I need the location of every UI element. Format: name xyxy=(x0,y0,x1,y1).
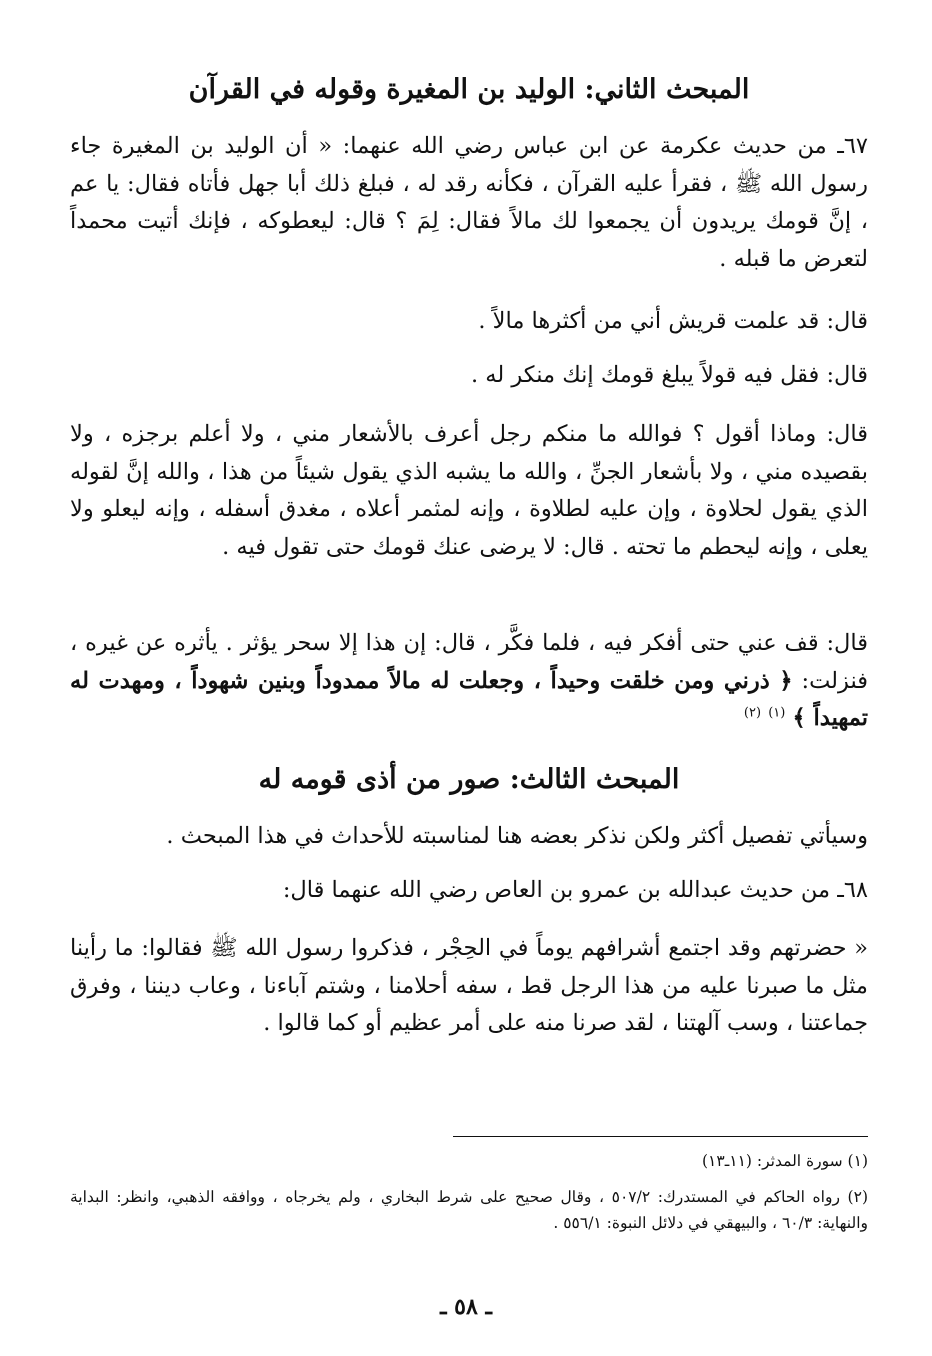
footnote-ref-1[interactable]: (١) xyxy=(768,705,786,721)
page-number: ـ ٥٨ ـ xyxy=(440,1294,492,1320)
dialogue-paragraph-2: قال: فقل فيه قولاً يبلغ قومك إنك منكر له . xyxy=(470,362,868,388)
verse-intro: قال: قف عني حتى أفكر فيه ، فلما فكَّر ، قال: إن هذا إلا سحر يؤثر . يأثره عن غيره ، فنزلت: xyxy=(70,630,868,694)
section-heading-2: المبحث الثاني: الوليد بن المغيرة وقوله في القرآن xyxy=(188,74,750,105)
intro-paragraph: وسيأتي تفصيل أكثر ولكن نذكر بعضه هنا لمناسبته للأحداث في هذا المبحث . xyxy=(166,823,868,849)
quran-verse: ﴿ ذرني ومن خلقت وحيداً ، وجعلت له مالاً ممدوداً وبنين شهوداً ، ومهدت له تمهيداً ﴾ xyxy=(70,667,868,731)
dialogue-paragraph-3: قال: وماذا أقول ؟ فوالله ما منكم رجل أعرف بالأشعار مني ، ولا أعلم برجزه ، ولا بقصيده مني ، ولا بأشعار الجنِّ ، والله ما يشبه الذي يقول شيئاً من هذا ، والله إنَّ لقوله الذي يقول لحلاوة ، وإن عليه لطلاوة ، وإنه لمثمر أعلاه ، مغدق أسفله ، وإنه ليعلو ولا يعلى ، وإنه ليحطم ما تحته . قال: لا يرضى عنك قومك حتى تقول فيه . xyxy=(70,421,868,560)
footnote-divider xyxy=(453,1136,868,1137)
footnote-ref-2[interactable]: (٢) xyxy=(743,705,762,721)
hadith-68-paragraph: « حضرتهم وقد اجتمع أشرافهم يوماً في الحِجْر ، فذكروا رسول الله ﷺ فقالوا: ما رأينا مثل ما صبرنا عليه من هذا الرجل قط ، سفه أحلامنا ، وشتم آباءنا ، وعاب ديننا ، وفرق جماعتنا ، وسب آلهتنا ، لقد صرنا منه على أمر عظيم أو كما قالوا . xyxy=(70,935,868,1036)
section-heading-3: المبحث الثالث: صور من أذى قومه له xyxy=(258,764,680,795)
verse-paragraph xyxy=(70,625,868,738)
hadith-67-paragraph: ٦٧ـ من حديث عكرمة عن ابن عباس رضي الله عنهما: « أن الوليد بن المغيرة جاء رسول الله ﷺ ، فقرأ عليه القرآن ، فكأنه رقد له ، فبلغ ذلك أبا جهل فأتاه فقال: يا عم ، إنَّ قومك يريدون أن يجمعوا لك مالاً فقال: لِمَ ؟ قال: ليعطوكه ، فإنك أتيت محمداً لتعرض ما قبله . xyxy=(70,133,868,272)
footnote-2: (٢) رواه الحاكم في المستدرك: ٥٠٧/٢ ، وقال صحيح على شرط البخاري ، ولم يخرجاه ، ووافقه الذهبي، وانظر: البداية والنهاية: ٦٠/٣ ، والبيهقي في دلائل النبوة: ٥٥٦/١ . xyxy=(70,1188,868,1232)
dialogue-paragraph-1: قال: قد علمت قريش أني من أكثرها مالاً . xyxy=(478,308,868,334)
footnote-1: (١) سورة المدثر: (١١ـ١٣) xyxy=(701,1152,868,1170)
hadith-68-heading: ٦٨ـ من حديث عبدالله بن عمرو بن العاص رضي الله عنهما قال: xyxy=(282,877,868,903)
